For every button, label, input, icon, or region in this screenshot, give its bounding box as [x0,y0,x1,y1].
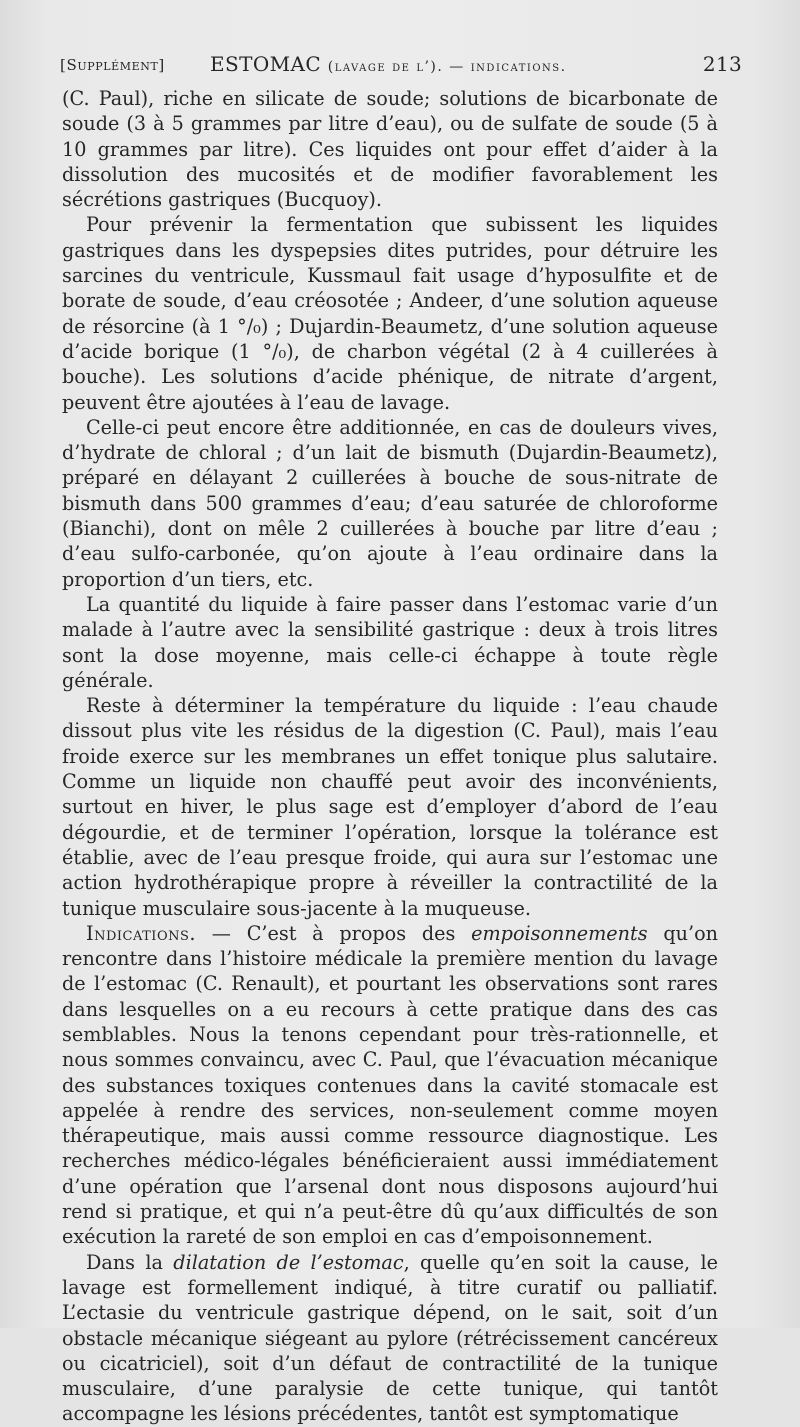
dilatation-text-1: Dans la [86,1250,174,1274]
header-title-main: ESTOMAC [210,52,322,76]
dilatation-text-2: , quelle qu’en soit la cause, le lavage est formellement indiqué, à titre curatif ou palliatif. L’ectasie du ventricule gastrique dépend, on le sait, soit d’un obstacle mécanique siégeant au pylore (rétrécissement cancéreux ou cicatriciel), soit d’un défaut de contractilité de la tunique musculaire, d’une paralysie de cette tunique, qui tantôt accompagne les lésions précédentes, tantôt est symptomatique [62,1250,718,1426]
paragraph-indications [62,921,718,1250]
indications-text-2: qu’on rencontre dans l’histoire médicale la première mention du lavage de l’estomac (C. Renault), et pourtant les observations sont rares dans lesquelles on a eu recours à cette pratique dans des cas semblables. Nous la tenons cependant pour très-rationnelle, et nous sommes convaincu, avec C. Paul, que l’évacuation mécanique des substances toxiques contenues dans la cavité stomacale est appelée à rendre des services, non-seulement comme moyen thérapeutique, mais aussi comme ressource diagnostique. Les recherches médico-légales bénéficieraient aussi immédiatement d’une opération que l’arsenal dont nous disposons aujourd’hui rend si pratique, et qui n’a peut-être dû qu’aux difficultés de son exécution la rareté de son emploi en cas d’empoisonnement. [62,921,718,1249]
header-subtitle: (lavage de l’). — indications. [327,59,567,75]
indications-heading: Indications. [86,921,196,945]
header-section: [Supplément] [60,56,165,74]
paragraph-4: La quantité du liquide à faire passer dans l’estomac varie d’un malade à l’autre avec la sensibilité gastrique : deux à trois litres sont la dose moyenne, mais celle-ci échappe à toute règle générale. [62,592,718,692]
dilatation-emphasis: dilatation de l’estomac [173,1250,404,1274]
header-title [210,52,567,76]
indications-emphasis: empoisonnements [471,921,648,945]
paragraph-3: Celle-ci peut encore être additionnée, en cas de douleurs vives, d’hydrate de chloral ; d’un lait de bismuth (Dujardin-Beaumetz), préparé en délayant 2 cuillerées à bouche de sous-nitrate de bismuth dans 500 grammes d’eau; d’eau saturée de chloroforme (Bianchi), dont on mêle 2 cuillerées à bouche par litre d’eau ; d’eau sulfo-carbonée, qu’on ajoute à l’eau ordinaire dans la proportion d’un tiers, etc. [62,415,718,591]
body-text [62,86,718,1427]
page-number: 213 [702,52,742,76]
paragraph-dilatation [62,1250,718,1427]
paragraph-2: Pour prévenir la fermentation que subissent les liquides gastriques dans les dyspepsies dites putrides, pour détruire les sarcines du ventricule, Kussmaul fait usage d’hyposulfite et de borate de soude, d’eau créosotée ; Andeer, d’une solution aqueuse de résorcine (à 1 °/₀) ; Dujardin-Beaumetz, d’une solution aqueuse d’acide borique (1 °/₀), de charbon végétal (2 à 4 cuillerées à bouche). Les solutions d’acide phénique, de nitrate d’argent, peuvent être ajoutées à l’eau de lavage. [62,213,718,414]
indications-text-1: — C’est à propos des [195,921,472,945]
paragraph-1: (C. Paul), riche en silicate de soude; solutions de bicarbonate de soude (3 à 5 grammes par litre d’eau), ou de sulfate de soude (5 à 10 grammes par litre). Ces liquides ont pour effet d’aider à la dissolution des mucosités et de modifier favorablement les sécrétions gastriques (Bucquoy). [62,87,718,212]
paragraph-5: Reste à déterminer la température du liquide : l’eau chaude dissout plus vite les résidus de la digestion (C. Paul), mais l’eau froide exerce sur les membranes un effet tonique plus salutaire. Comme un liquide non chauffé peut avoir des inconvénients, surtout en hiver, le plus sage est d’employer d’abord de l’eau dégourdie, et de terminer l’opération, lorsque la tolérance est établie, avec de l’eau presque froide, qui aura sur l’estomac une action hydrothérapique propre à réveiller la contractilité de la tunique musculaire sous-jacente à la muqueuse. [62,694,718,920]
running-head [60,52,742,82]
